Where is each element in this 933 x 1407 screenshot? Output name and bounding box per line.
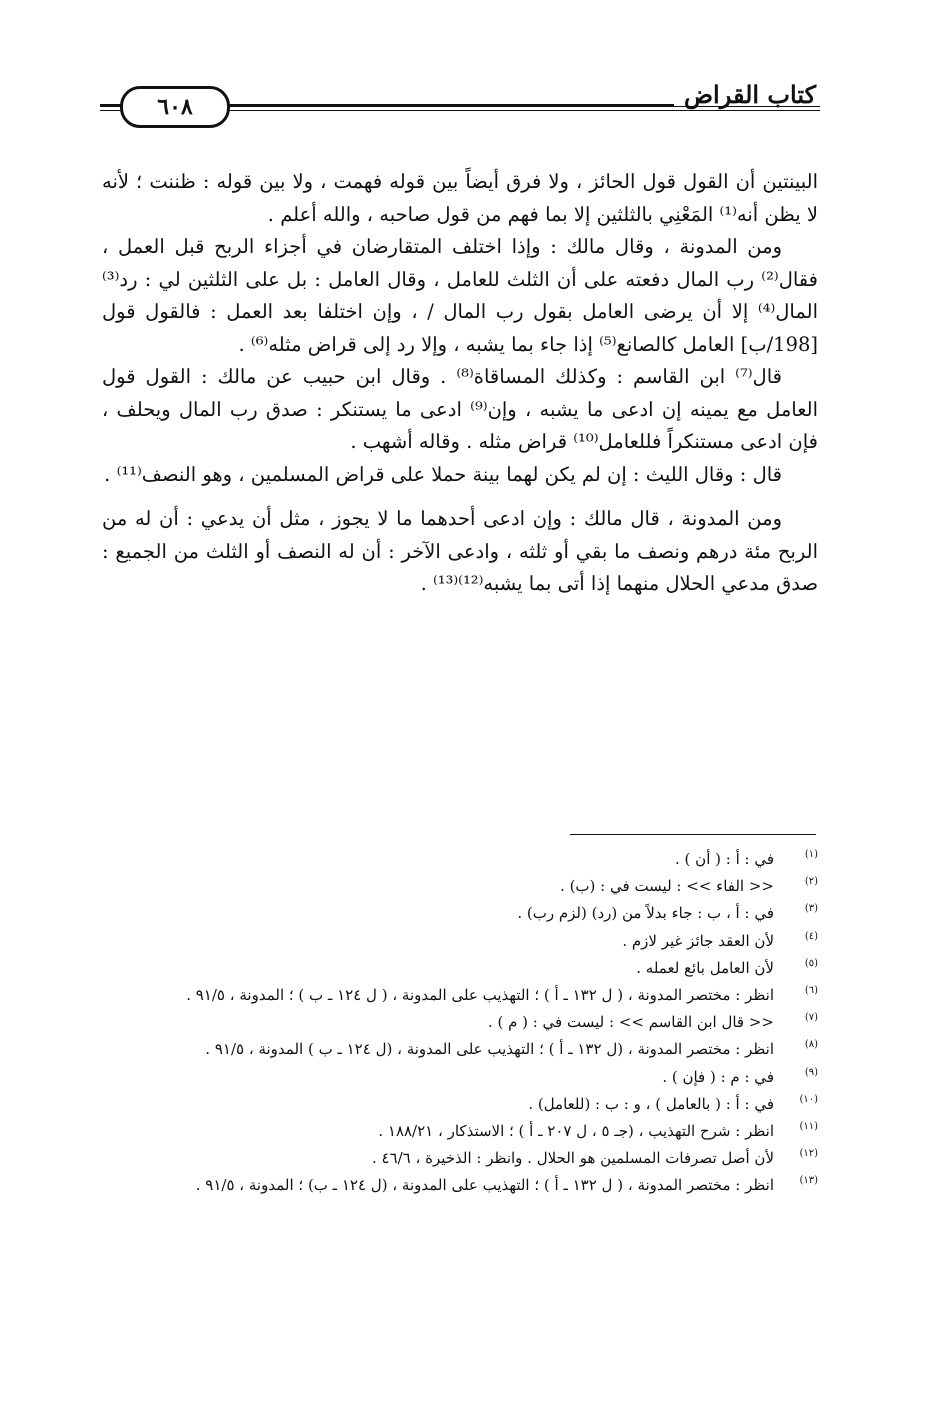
footnote-text: انظر : مختصر المدونة ، ( ل ١٣٢ ـ أ ) ؛ التهذيب على المدونة ، ( ل ١٢٤ ـ ب ) ؛ المدونة ، ٩١/٥ . [186,986,774,1005]
footnote-number: (٦) [804,985,818,997]
footnote-text: انظر : مختصر المدونة ، (ل ١٣٢ ـ أ ) ؛ التهذيب على المدونة ، (ل ١٢٤ ـ ب ) المدونة ، ٩١/٥ . [205,1040,774,1059]
paragraph: البينتين أن القول قول الحائز ، ولا فرق أيضاً بين قوله فهمت ، ولا بين قوله : ظننت ؛ لأنه لا يظن أنه⁽¹⁾ المَعْنِي بالثلثين إلا بما فهم من قول صاحبه ، والله أعلم . [102,170,818,226]
footnotes [110,846,818,1200]
paragraph: قال⁽⁷⁾ ابن القاسم : وكذلك المساقاة⁽⁸⁾ . وقال ابن حبيب عن مالك : القول قول العامل مع يمينه إن ادعى ما يشبه ، وإن⁽⁹⁾ ادعى ما يستنكر : صدق رب المال ويحلف ، فإن ادعى مستنكراً فللعامل⁽¹⁰⁾ قراض مثله . وقاله أشهب . [102,365,818,453]
footnote-text: في : أ ، ب : جاء بدلاً من (رد) (لزم رب) . [517,904,774,923]
footnote [110,1172,818,1199]
footnote-text: انظر : شرح التهذيب ، (جـ ٥ ، ل ٢٠٧ ـ أ ) ؛ الاستذكار ، ١٨٨/٢١ . [378,1122,774,1141]
footnote-number: (٨) [804,1039,818,1051]
footnote-text: لأن أصل تصرفات المسلمين هو الحلال . وانظر : الذخيرة ، ٤٦/٦ . [371,1149,774,1168]
footnote [110,1036,818,1063]
footnote-text: << الفاء >> : ليست في : (ب) . [560,877,774,896]
footnote [110,900,818,927]
paragraph: قال : وقال الليث : إن لم يكن لهما بينة حملا على قراض المسلمين ، وهو النصف⁽¹¹⁾ . [104,462,782,486]
footnote-number: (١١) [799,1121,818,1133]
page-number: ٦٠٨ [120,86,230,128]
footnote-number: (١٣) [799,1175,818,1187]
footnote-text: في : أ : ( أن ) . [675,850,774,868]
footnote-text: لأن العامل بائع لعمله . [636,958,774,977]
footnote-text: << قال ابن القاسم >> : ليست في : ( م ) . [487,1013,774,1032]
footnote-text: في : أ : ( بالعامل ) ، و : ب : (للعامل) . [528,1094,774,1113]
footnote [110,928,818,955]
footnote [110,955,818,982]
footnote-number: (١٢) [799,1148,818,1160]
footnote-text: لأن العقد جائز غير لازم . [622,931,774,950]
book-title: كتاب القراض [674,80,820,106]
footnote-number: (٩) [804,1066,818,1078]
footnote [110,1145,818,1172]
main-text [102,166,818,601]
page-header [100,80,820,130]
footnote-text: انظر : مختصر المدونة ، ( ل ١٣٢ ـ أ ) ؛ التهذيب على المدونة ، (ل ١٢٤ ـ ب) ؛ المدونة ، ٩١/٥ . [195,1176,774,1195]
footnote-text: في : م : ( فإن ) . [662,1067,774,1086]
footnote [110,1118,818,1145]
paragraph: ومن المدونة ، وقال مالك : وإذا اختلف المتقارضان في أجزاء الربح قبل العمل ، فقال⁽²⁾ رب المال دفعته على أن الثلث للعامل ، وقال العامل : بل على الثلثين لي : رد⁽³⁾ المال⁽⁴⁾ إلا أن يرضى العامل بقول رب المال / ، وإن اختلفا بعد العمل : فالقول قول [198/ب] العامل كالصانع⁽⁵⁾ إذا جاء بما يشبه ، وإلا رد إلى قراض مثله⁽⁶⁾ . [102,235,818,356]
footnote-number: (٣) [804,903,818,915]
footnote-number: (١٠) [799,1093,818,1105]
footnote [110,873,818,900]
footnote-number: (٢) [804,876,818,888]
paragraph: ومن المدونة ، قال مالك : وإن ادعى أحدهما ما لا يجوز ، مثل أن يدعي : أن له من الربح مئة درهم ونصف ما بقي أو ثلثه ، وادعى الآخر : أن له النصف أو الثلث من الجميع : صدق مدعي الحلال منهما إذا أتى بما يشبه⁽¹²⁾⁽¹³⁾ . [102,507,818,595]
footnote-number: (١) [804,849,818,860]
footnote [110,1009,818,1036]
footnote [110,982,818,1009]
footnote [110,1064,818,1091]
footnote-number: (٧) [804,1012,818,1024]
footnote-separator [570,834,816,835]
footnote [110,846,818,873]
footnote [110,1091,818,1118]
footnote-number: (٥) [804,957,818,969]
footnote-number: (٤) [804,930,818,942]
